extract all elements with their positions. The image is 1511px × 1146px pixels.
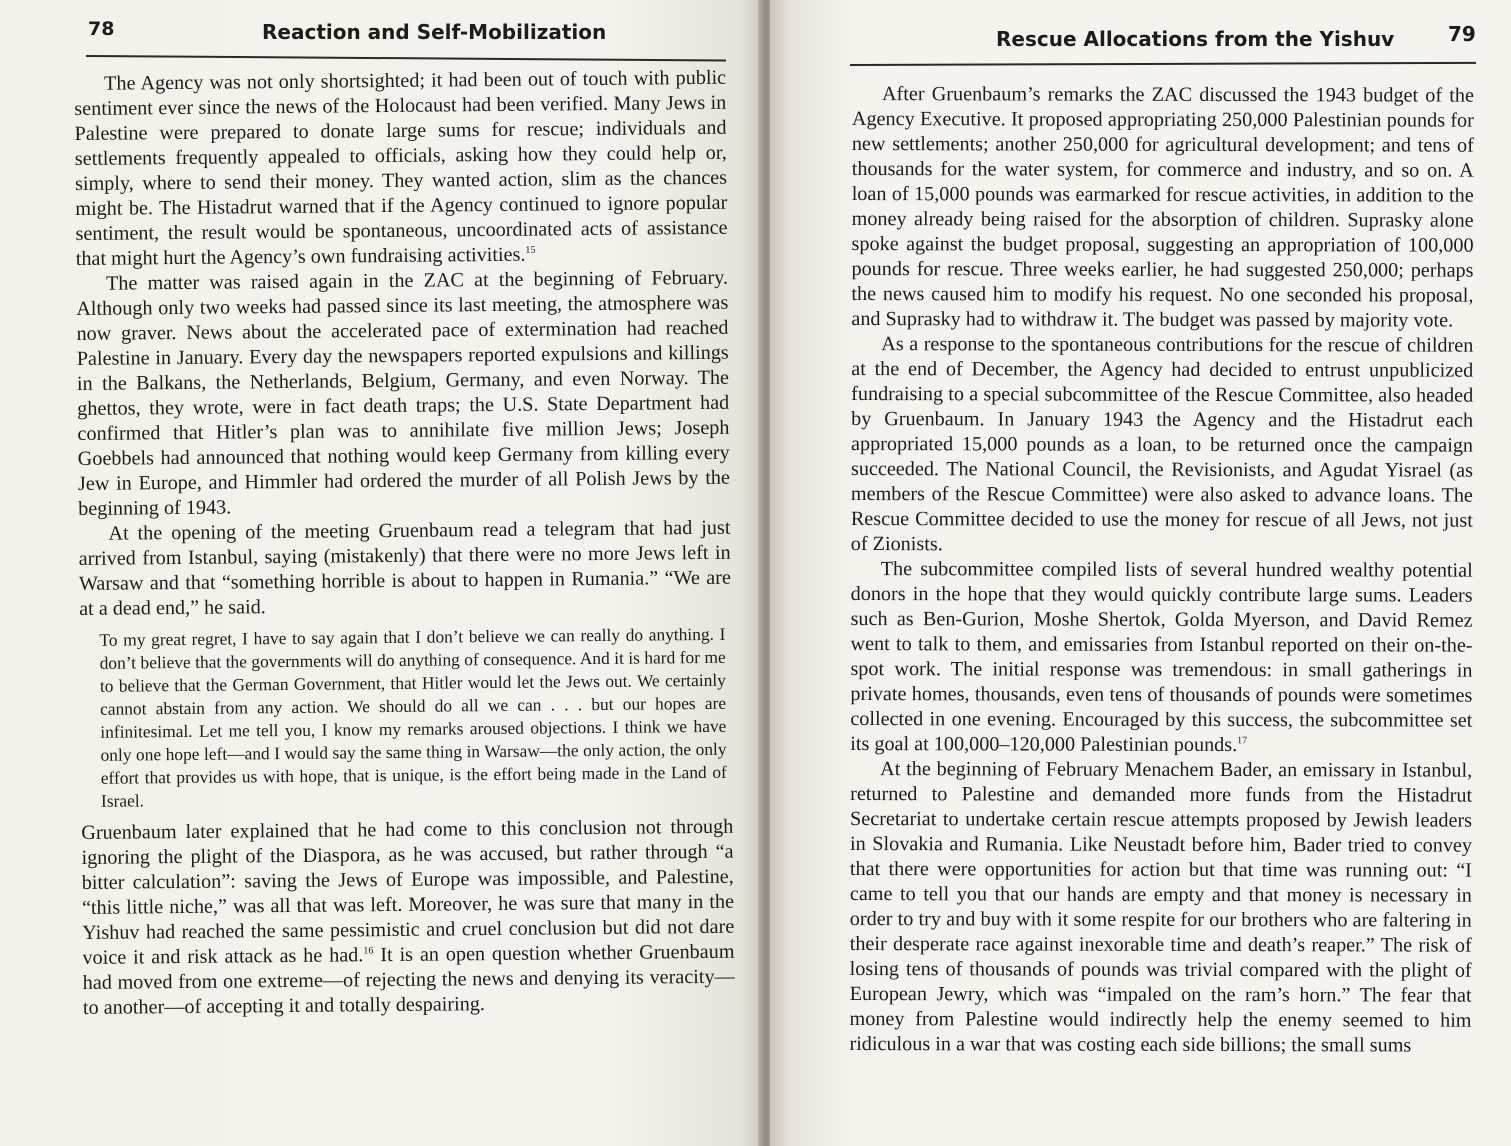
paragraph: After Gruenbaum’s remarks the ZAC discussed the 1943 budget of the Agency Executive. It proposed appropriating 250,000 Palestinian pounds for new settlements; another 250,000 for agricultural development; and tens of thousands for the water system, for commerce and industry, and so on. A loan of 15,000 pounds was earmarked for rescue activities, in addition to the money already being raised for the absorption of children. Suprasky alone spoke against the budget proposal, suggesting an appropriation of 100,000 pounds for rescue. Three weeks earlier, he had suggested 250,000; perhaps the news caused him to modify his request. No one seconded his proposal, and Suprasky had to withdraw it. The budget was passed by majority vote. (851, 83, 1474, 332)
running-head: Reaction and Self-Mobilization (262, 20, 607, 44)
paragraph (81, 815, 735, 1021)
page-number: 79 (1448, 22, 1476, 46)
paragraph: The matter was raised again in the ZAC at the beginning of February. Although only two weeks had passed since its last meeting, the atmosphere was now graver. News about the accelerated pace of extermination had reached Palestine in January. Every day the newspapers reported expulsions and killings in the Balkans, the Netherlands, Belgium, Germany, and even Norway. The ghettos, they wrote, were in fact death traps; the U.S. State Department had confirmed that Hitler’s plan was to annihilate five million Jews; Joseph Goebbels had announced that nothing would keep Germany from killing every Jew in Europe, and Himmler had ordered the murder of all Polish Jews by the beginning of 1943. (76, 266, 731, 520)
footnote-ref: 17 (1237, 735, 1248, 747)
footnote-ref: 15 (525, 244, 536, 256)
running-head: Rescue Allocations from the Yishuv (996, 27, 1395, 51)
left-body-text (74, 66, 735, 1021)
block-quote: To my great regret, I have to say again that I don’t believe we can really do anything. I don’t believe that the governments will do anything of consequence. And it is hard for me to believe that the German Government, that Hitler would let the Jews out. We certainly cannot abstain from any action. We should do all we can . . . but our hopes are infinitesimal. Let me tell you, I know my remarks aroused objections. I think we have only one hope left—and I would say the same thing in Warsaw—the only action, the only effort that provides us with hope, that is unique, is the effort being made in the Land of Israel. (99, 623, 727, 811)
paragraph: At the opening of the meeting Gruenbaum read a telegram that had just arrived from Istanbul, saying (mistakenly) that there were no more Jews left in Warsaw and that “something horrible is about to happen in Rumania.” “We are at a dead end,” he said. (78, 516, 731, 620)
paragraph: As a response to the spontaneous contributions for the rescue of children at the end of December, the Agency had decided to entrust unpublicized fundraising to a special subcommittee of the Rescue Committee, also headed by Gruenbaum. In January 1943 the Agency and the Histadrut each appropriated 15,000 pounds as a loan, to be returned once the campaign succeeded. The National Council, the Revisionists, and Agudat Yisrael (as members of the Rescue Committee) were also asked to advance loans. The Rescue Committee decided to use the money for rescue of all Jews, not just of Zionists. (850, 333, 1474, 556)
header-rule (86, 55, 726, 61)
header-rule (850, 62, 1476, 66)
paragraph (850, 557, 1473, 759)
footnote-ref: 16 (363, 945, 374, 957)
paragraph-text: The Agency was not only shortsighted; it had been out of touch with public sentiment ever since the news of the Holocaust had been verified. Many Jews in Palestine were prepared to donate large sums for rescue; individuals and settlements frequently appealed to officials, asking how they could help or, simply, where to send their money. They wanted action, slim as the chances might be. The Histadrut warned that if the Agency continued to ignore popular sentiment, the result would be spontaneous, uncoordinated acts of assistance that might hurt the Agency’s own fundraising activities. (74, 66, 728, 270)
right-body-text (849, 82, 1474, 1059)
paragraph-text: It is an open question whether Gruenbaum had moved from one extreme—of rejecting the news and denying its veracity—to another—of accepting it and totally despairing. (82, 940, 735, 1019)
right-page (770, 0, 1511, 1146)
page-number: 78 (88, 18, 115, 40)
paragraph (74, 66, 728, 272)
paragraph-text: The subcommittee compiled lists of several hundred wealthy potential donors in the hope that they would quickly contribute large sums. Leaders such as Ben-Gurion, Moshe Shertok, Golda Myerson, and David Remez went to talk to them, and emissaries from Istanbul reported on their on-the-spot work. The initial response was tremendous: in small gatherings in private homes, thousands, even tens of thousands of pounds were sometimes collected in one evening. Encouraged by this success, the subcommittee set its goal at 100,000–120,000 Palestinian pounds. (850, 558, 1473, 757)
paragraph: At the beginning of February Menachem Bader, an emissary in Istanbul, returned to Palestine and demanded more funds from the Histadrut Secretariat to undertake certain rescue attempts proposed by Jewish leaders in Slovakia and Rumania. Like Neustadt before him, Bader tried to convey that there were opportunities for action but that time was running out: “I came to tell you that our hands are empty and that money is necessary in order to try and buy with it some respite for our brothers who are faltering in their desperate race against inexorable time and death’s reaper.” The risk of losing tens of thousands of pounds was trivial compared with the plight of European Jewry, which was “impaled on the ram’s horn.” The fear that money from Palestine would indirectly help the enemy seemed to him ridiculous in a war that was costing each side billions; the small sums (849, 758, 1473, 1057)
paragraph-text: Gruenbaum later explained that he had come to this conclusion not through ignoring the plight of the Diaspora, as he was accused, but rather through “a bitter calculation”: saving the Jews of Europe was impossible, and Palestine, “this little niche,” was all that was left. Moreover, he was sure that many in the Yishuv had reached the same pessimistic and cruel conclusion but did not dare voice it and risk attack as he had. (81, 815, 735, 969)
